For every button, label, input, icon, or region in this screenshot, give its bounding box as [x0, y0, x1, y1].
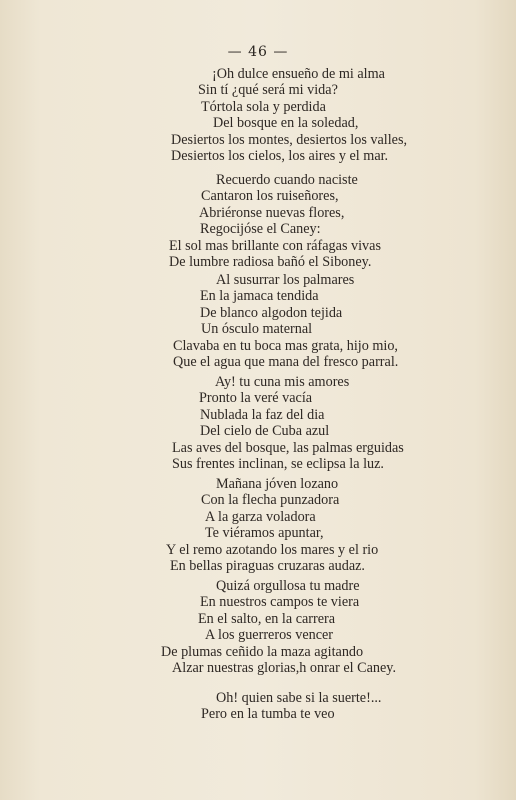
poem-line: En la jamaca tendida [200, 288, 319, 305]
poem-line: Desiertos los cielos, los aires y el mar. [171, 148, 389, 164]
poem-line: Del cielo de Cuba azul [200, 423, 330, 440]
poem-line: Al susurrar los palmares [216, 272, 355, 288]
poem-line: Sus frentes inclinan, se eclipsa la luz. [172, 456, 384, 472]
poem-line: Con la flecha punzadora [201, 492, 340, 509]
poem-line: Clavaba en tu boca mas grata, hijo mio, [173, 337, 398, 354]
poem-line: Cantaron los ruiseñores, [201, 188, 339, 205]
poem-line: A la garza voladora [205, 508, 316, 525]
poem-line: En nuestros campos te viera [200, 594, 360, 611]
poem-line: Recuerdo cuando naciste [216, 172, 358, 188]
poem-line: Que el agua que mana del fresco parral. [173, 354, 399, 370]
poem-line: Oh! quien sabe si la suerte!... [216, 690, 382, 706]
poem-line: Nublada la faz del dia [200, 406, 325, 423]
poem-line: Pero en la tumba te veo [201, 706, 335, 723]
poem-line: Sin tí ¿qué será mi vida? [198, 82, 338, 99]
poem-line: Regocijóse el Caney: [200, 221, 321, 238]
poem-line: Te viéramos apuntar, [205, 525, 324, 542]
poem-line: ¡Oh dulce ensueño de mi alma [212, 66, 385, 82]
poem-line: En bellas piraguas cruzaras audaz. [170, 558, 365, 574]
poem-line: Y el remo azotando los mares y el rio [166, 541, 379, 558]
poem-line: Desiertos los montes, desiertos los valles, [171, 131, 408, 148]
poem-line: Un ósculo maternal [201, 321, 313, 338]
poem-line: El sol mas brillante con ráfagas vivas [169, 237, 381, 254]
page-number: — 46 — [227, 44, 289, 60]
poem-line: Mañana jóven lozano [216, 476, 339, 492]
poem-line: Las aves del bosque, las palmas erguidas [172, 439, 404, 456]
poem-line: A los guerreros vencer [205, 627, 334, 644]
poem-line: En el salto, en la carrera [198, 610, 336, 627]
poem-line: Ay! tu cuna mis amores [215, 374, 350, 390]
poem-line: De blanco algodon tejida [200, 304, 343, 321]
poem-line: Pronto la veré vacía [199, 390, 313, 407]
poem-line: De lumbre radiosa bañó el Siboney. [169, 254, 372, 270]
poem-line: De plumas ceñido la maza agitando [161, 643, 364, 660]
poem-line: Del bosque en la soledad, [213, 115, 359, 132]
poem-line: Abriéronse nuevas flores, [199, 204, 345, 221]
poem-line: Quizá orgullosa tu madre [216, 578, 360, 594]
poem-line: Tórtola sola y perdida [201, 98, 326, 115]
poem-line: Alzar nuestras glorias,h onrar el Caney. [172, 660, 397, 676]
